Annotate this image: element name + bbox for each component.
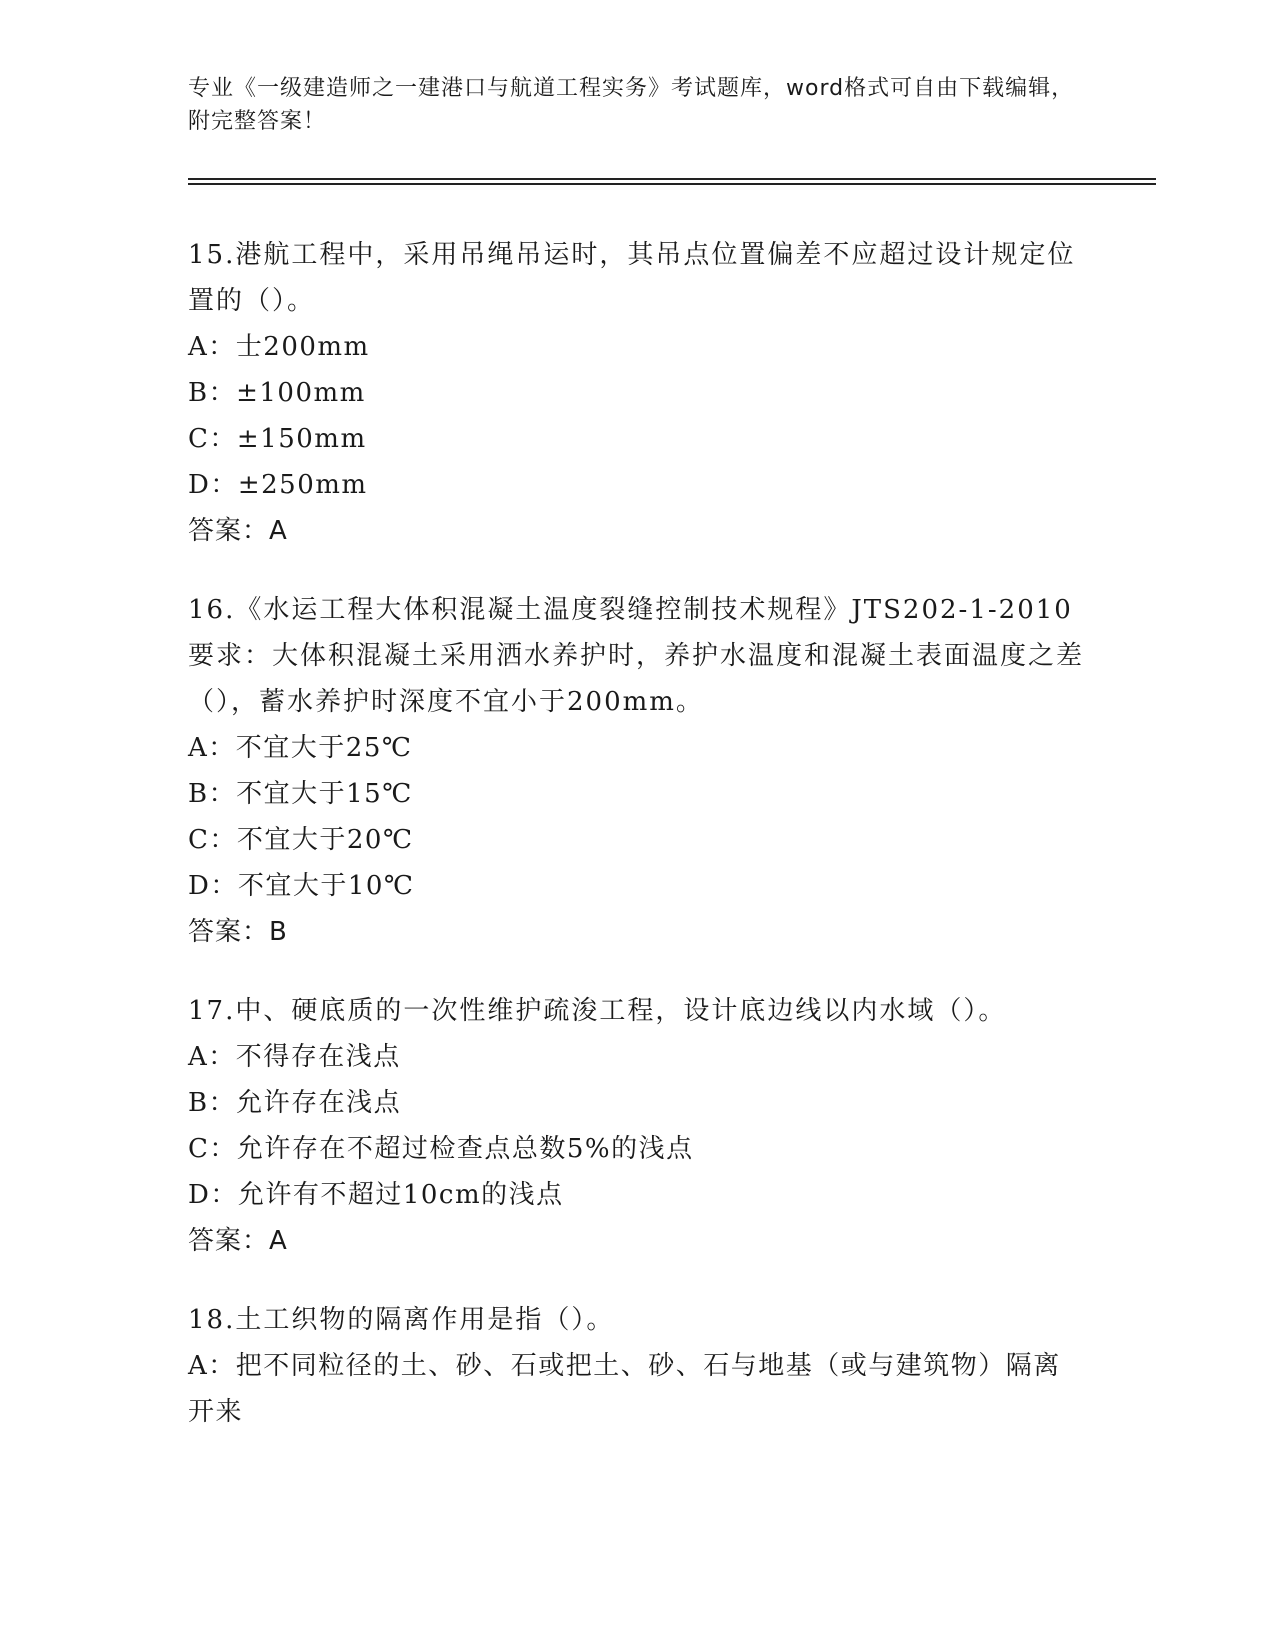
option-d: D：允许有不超过10cm的浅点 xyxy=(188,1180,564,1210)
header-divider-top xyxy=(188,178,1156,180)
question-stem: 18.土工织物的隔离作用是指（）。 xyxy=(188,1305,615,1335)
question-16 xyxy=(188,587,1088,955)
option-b: B：不宜大于15℃ xyxy=(188,779,413,809)
option-c: C：允许存在不超过检查点总数5%的浅点 xyxy=(188,1134,694,1164)
option-b: B：±100mm xyxy=(188,378,366,408)
option-a: A：不得存在浅点 xyxy=(188,1042,401,1072)
answer-text: 答案：A xyxy=(188,516,288,546)
document-header: 专业《一级建造师之一建港口与航道工程实务》考试题库，word格式可自由下载编辑，附完整答案！ xyxy=(188,76,1075,134)
question-17 xyxy=(188,988,1088,1264)
question-list xyxy=(188,232,1088,1468)
option-a: A：士200mm xyxy=(188,332,370,362)
question-15 xyxy=(188,232,1088,554)
option-d: D：±250mm xyxy=(188,470,368,500)
option-c: C：不宜大于20℃ xyxy=(188,825,414,855)
question-stem: 15.港航工程中，采用吊绳吊运时，其吊点位置偏差不应超过设计规定位置的（）。 xyxy=(188,240,1076,316)
answer-text: 答案：B xyxy=(188,917,288,947)
question-18 xyxy=(188,1297,1088,1435)
question-stem: 17.中、硬底质的一次性维护疏浚工程，设计底边线以内水域（）。 xyxy=(188,996,1007,1026)
option-a: A：把不同粒径的土、砂、石或把土、砂、石与地基（或与建筑物）隔离开来 xyxy=(188,1351,1061,1427)
option-b: B：允许存在浅点 xyxy=(188,1088,402,1118)
header-divider-bottom xyxy=(188,183,1156,185)
option-c: C：±150mm xyxy=(188,424,367,454)
option-d: D：不宜大于10℃ xyxy=(188,871,415,901)
option-a: A：不宜大于25℃ xyxy=(188,733,413,763)
question-stem: 16.《水运工程大体积混凝土温度裂缝控制技术规程》JTS202-1-2010要求：大体积混凝土采用洒水养护时，养护水温度和混凝土表面温度之差（），蓄水养护时深度不宜小于200mm。 xyxy=(188,595,1085,717)
answer-text: 答案：A xyxy=(188,1226,288,1256)
